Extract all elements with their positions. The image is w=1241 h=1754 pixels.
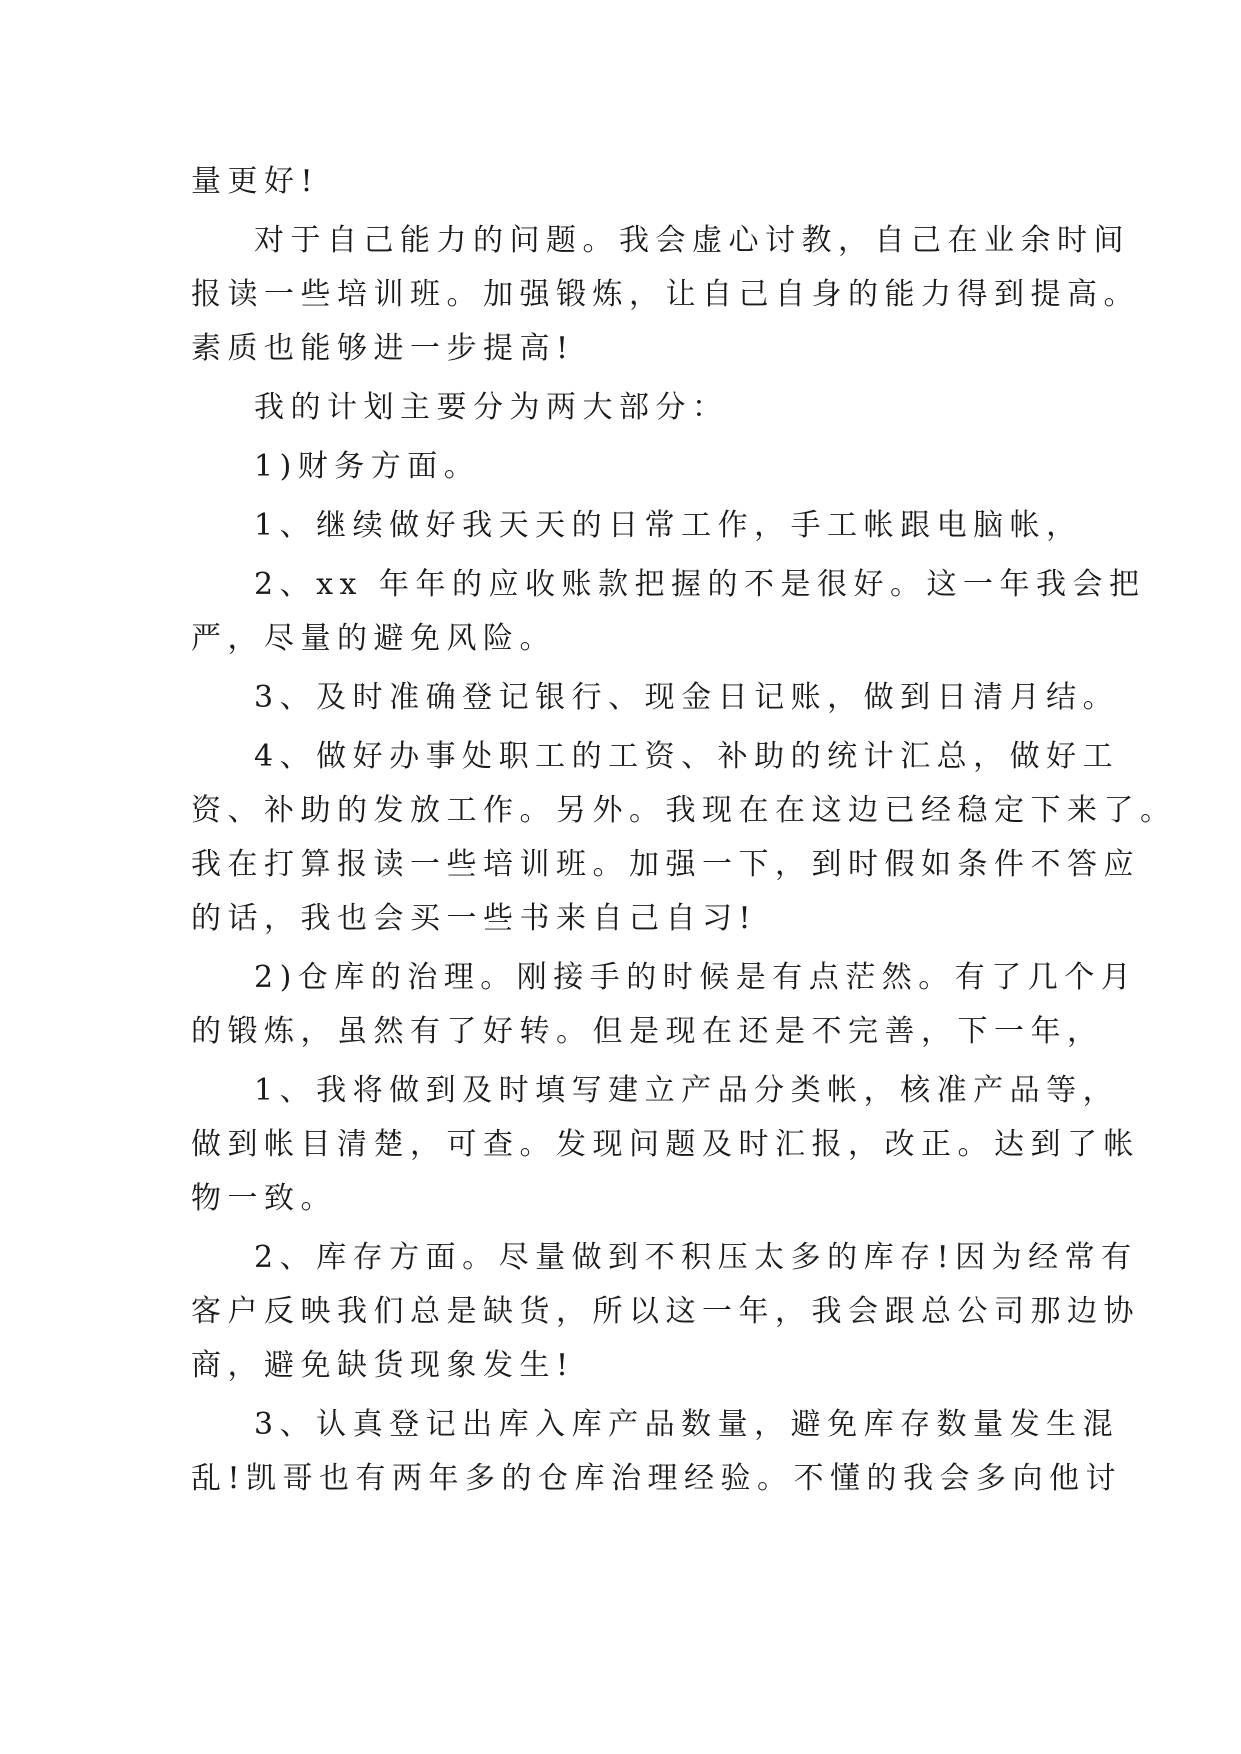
text-line: 做到帐目清楚，可查。发现问题及时汇报，改正。达到了帐 [191, 1127, 1140, 1162]
text-line: 我在打算报读一些培训班。加强一下，到时假如条件不答应 [191, 847, 1140, 882]
text-line: 报读一些培训班。加强锻炼，让自己自身的能力得到提高。 [191, 277, 1140, 312]
text-line: 量更好! [191, 164, 320, 199]
paragraph-line: 1)财务方面。 [254, 449, 481, 484]
text-line: 资、补助的发放工作。另外。我现在在这边已经稳定下来了。 [191, 793, 1177, 828]
paragraph-line: 3、认真登记出库入库产品数量，避免库存数量发生混 [254, 1407, 1120, 1442]
text-line: 素质也能够进一步提高! [191, 331, 575, 366]
text-line: 商，避免缺货现象发生! [191, 1348, 575, 1383]
text-line: 的锻炼，虽然有了好转。但是现在还是不完善，下一年， [191, 1014, 1104, 1049]
paragraph-line: 2、库存方面。尽量做到不积压太多的库存!因为经常有 [254, 1240, 1138, 1275]
text-line: 乱!凯哥也有两年多的仓库治理经验。不懂的我会多向他讨 [191, 1461, 1123, 1496]
text-line: 客户反映我们总是缺货，所以这一年，我会跟总公司那边协 [191, 1294, 1140, 1329]
paragraph-line: 我的计划主要分为两大部分： [254, 390, 729, 425]
text-line: 物一致。 [191, 1181, 337, 1216]
paragraph-line: 4、做好办事处职工的工资、补助的统计汇总，做好工 [254, 739, 1120, 774]
paragraph-line: 3、及时准确登记银行、现金日记账，做到日清月结。 [254, 680, 1120, 715]
text-line: 的话，我也会买一些书来自己自习! [191, 901, 758, 936]
text-line: 严，尽量的避免风险。 [191, 621, 556, 656]
paragraph-line: 1、我将做到及时填写建立产品分类帐，核准产品等， [254, 1073, 1120, 1108]
paragraph-line: 2)仓库的治理。刚接手的时候是有点茫然。有了几个月 [254, 960, 1138, 995]
paragraph-line: 2、xx 年年的应收账款把握的不是很好。这一年我会把 [254, 567, 1146, 602]
paragraph-line: 1、继续做好我天天的日常工作，手工帐跟电脑帐， [254, 508, 1083, 543]
paragraph-line: 对于自己能力的问题。我会虚心讨教，自己在业余时间 [254, 223, 1130, 258]
